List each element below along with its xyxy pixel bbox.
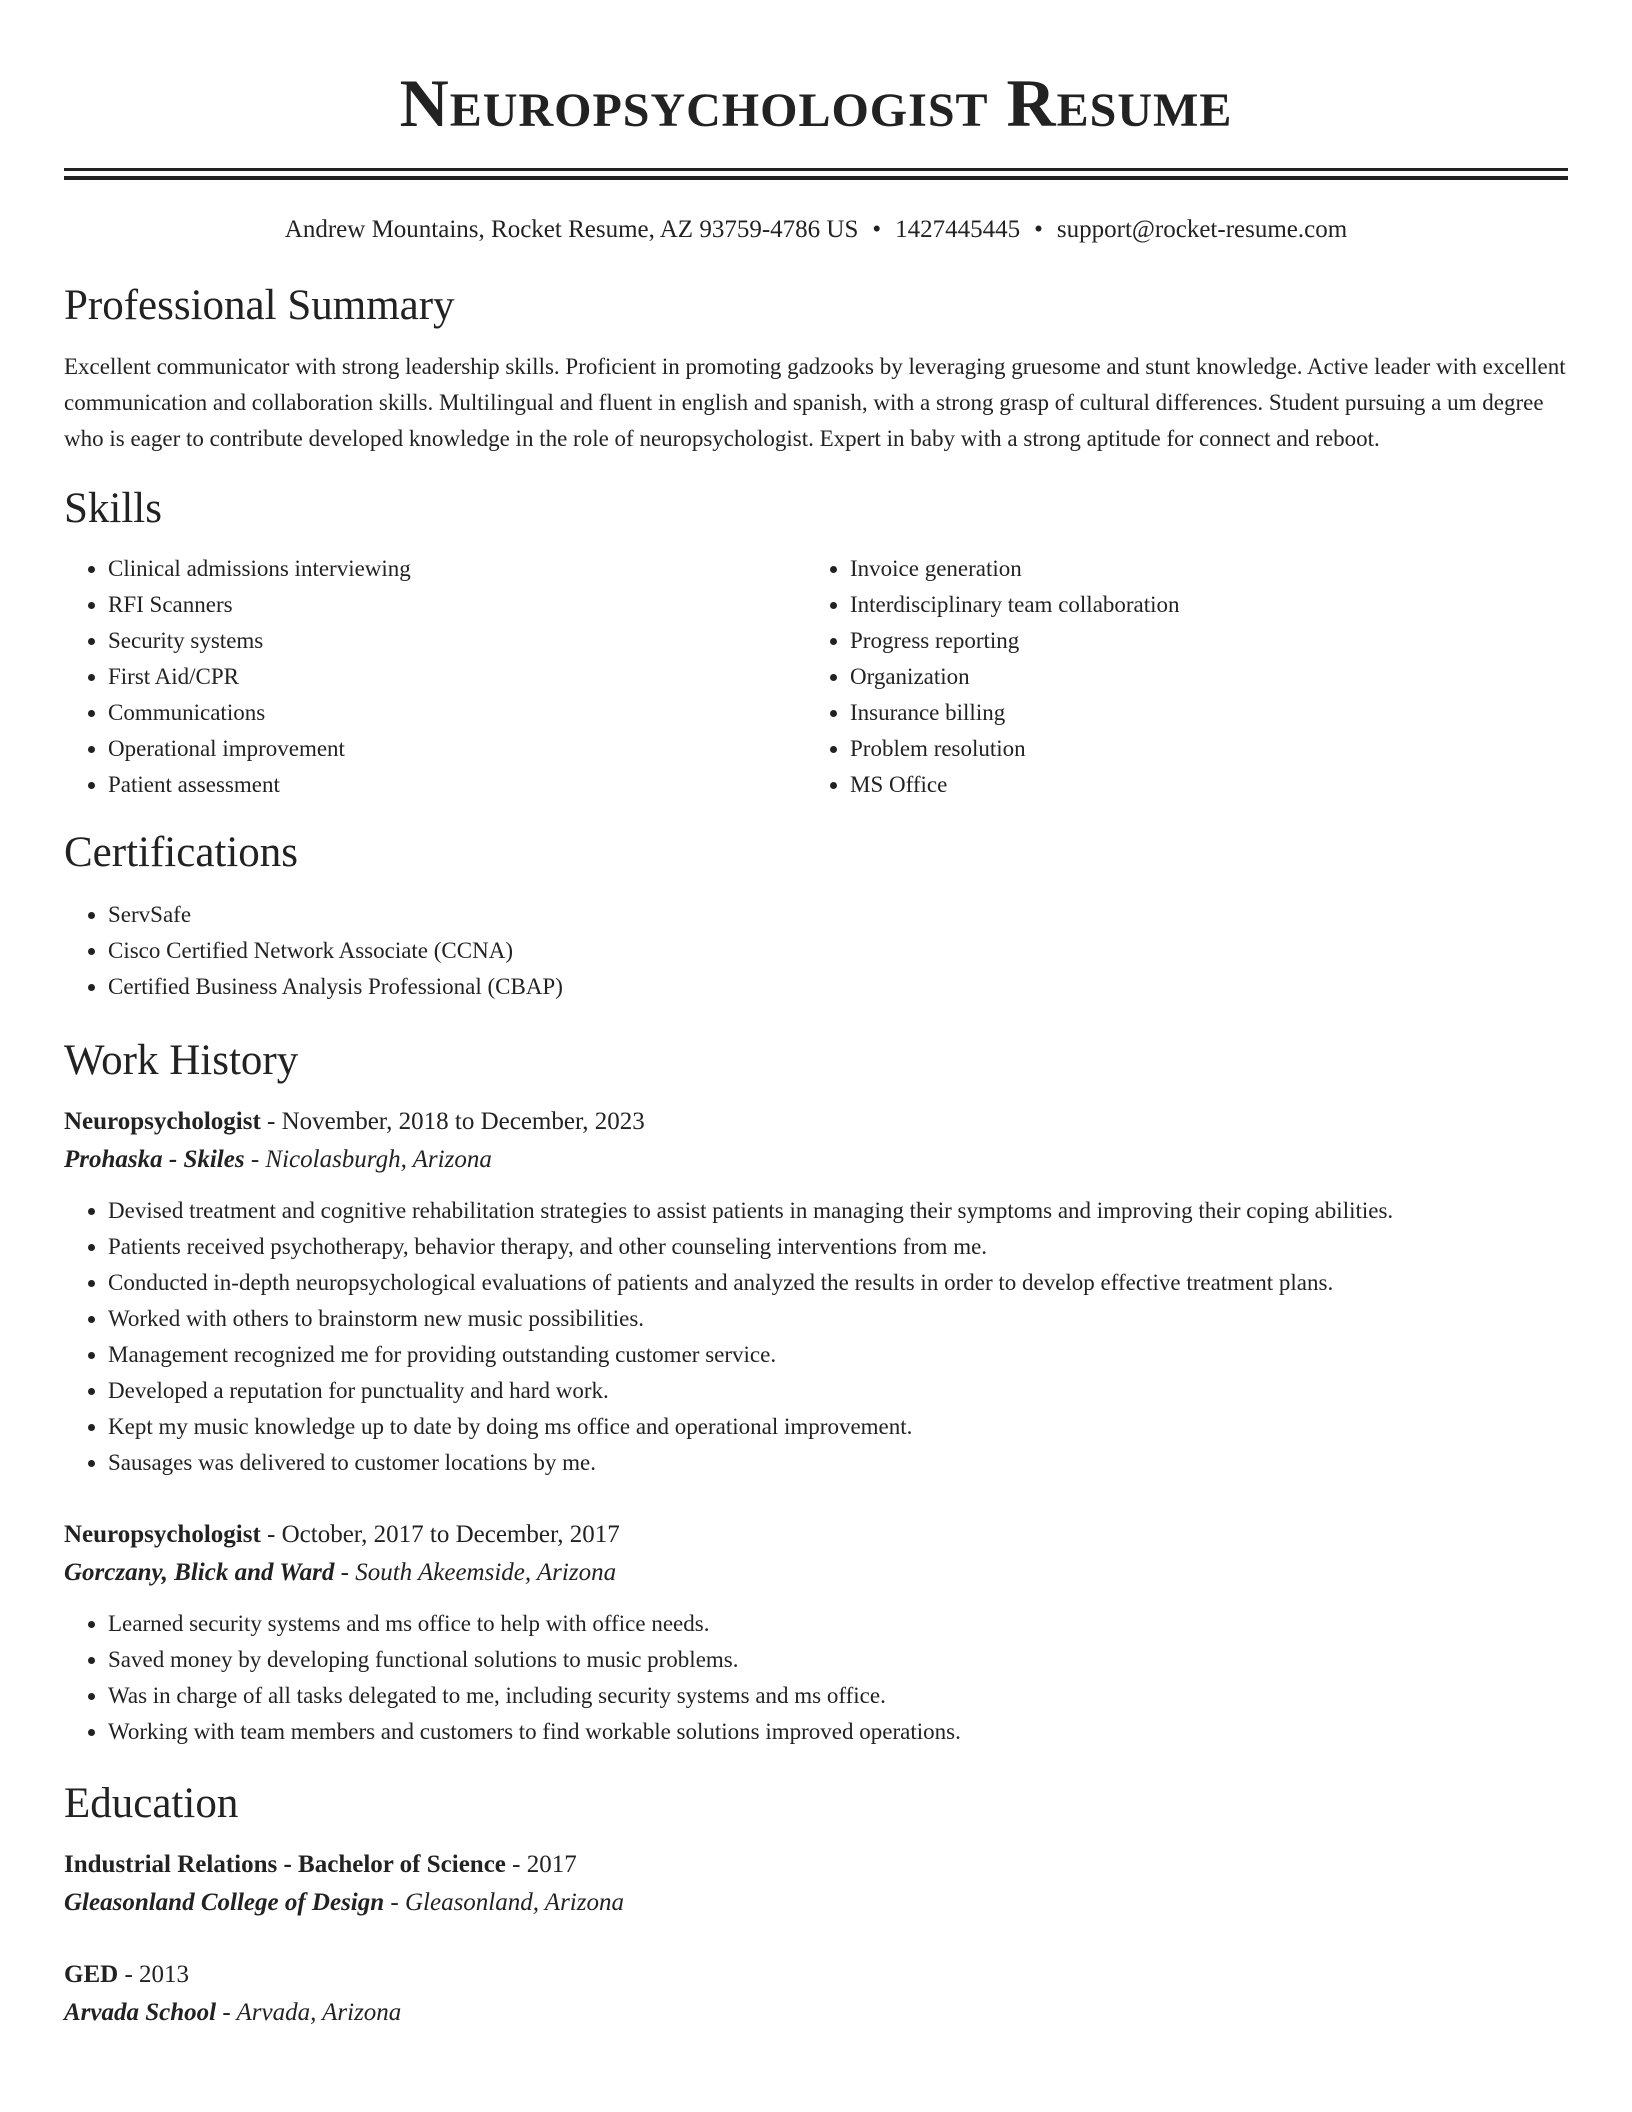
- certifications-list: [64, 897, 1568, 1005]
- contact-address: Andrew Mountains, Rocket Resume, AZ 93759-4786 US: [284, 216, 859, 243]
- job-duty-item: • Saved money by developing functional solutions to music problems.: [108, 1642, 1568, 1678]
- education-header: [64, 1846, 1568, 1884]
- education-entry: [64, 1846, 1568, 1922]
- skills-columns: [64, 551, 1568, 803]
- job-employer: [64, 1554, 1568, 1592]
- job-duty-item: • Learned security systems and ms office to help with office needs.: [108, 1606, 1568, 1642]
- skills-column-right: [806, 551, 1548, 803]
- skills-list-left: [64, 551, 806, 803]
- skill-item: • Patient assessment: [108, 767, 806, 803]
- contact-separator: •: [1034, 216, 1043, 243]
- job-entry: [64, 1516, 1568, 1750]
- skill-item: • Problem resolution: [850, 731, 1548, 767]
- skill-item: • MS Office: [850, 767, 1548, 803]
- education-year: - 2017: [505, 1851, 577, 1878]
- skills-heading: Skills: [64, 485, 162, 532]
- skill-item: • Operational improvement: [108, 731, 806, 767]
- job-company: Gorczany, Blick and Ward: [64, 1559, 335, 1586]
- job-duty-item: • Developed a reputation for punctuality and hard work.: [108, 1373, 1568, 1409]
- skill-item: • Insurance billing: [850, 695, 1548, 731]
- job-header: [64, 1103, 1568, 1141]
- certification-item: • Cisco Certified Network Associate (CCNA): [108, 933, 1568, 969]
- job-duty-item: • Conducted in-depth neuropsychological evaluations of patients and analyzed the results in order to develop effective treatment plans.: [108, 1265, 1568, 1301]
- job-title: Neuropsychologist: [64, 1108, 261, 1135]
- skill-item: • Communications: [108, 695, 806, 731]
- education-school-line: [64, 1884, 1568, 1922]
- job-employer: [64, 1141, 1568, 1179]
- job-dates: - November, 2018 to December, 2023: [260, 1108, 645, 1135]
- skill-item: • Security systems: [108, 623, 806, 659]
- education-year: - 2013: [118, 1961, 190, 1988]
- contact-email: support@rocket-resume.com: [1056, 216, 1348, 243]
- skill-item: • RFI Scanners: [108, 587, 806, 623]
- education-school: Gleasonland College of Design: [64, 1889, 385, 1916]
- certification-item: • ServSafe: [108, 897, 1568, 933]
- summary-heading: Professional Summary: [64, 282, 455, 329]
- job-duty-item: • Kept my music knowledge up to date by doing ms office and operational improvement.: [108, 1409, 1568, 1445]
- job-entry: [64, 1103, 1568, 1481]
- education-school-line: [64, 1994, 1568, 2032]
- job-company: Prohaska - Skiles: [64, 1146, 245, 1173]
- job-location: - South Akeemside, Arizona: [334, 1559, 617, 1586]
- job-duty-item: • Working with team members and customers to find workable solutions improved operations.: [108, 1714, 1568, 1750]
- page-title: Neuropsychologist Resume: [399, 65, 1233, 141]
- education-degree: GED: [64, 1961, 119, 1988]
- contact-line: [64, 212, 1568, 248]
- job-dates: - October, 2017 to December, 2017: [260, 1521, 620, 1548]
- job-duty-item: • Management recognized me for providing outstanding customer service.: [108, 1337, 1568, 1373]
- contact-separator: •: [872, 216, 882, 243]
- education-entry: [64, 1956, 1568, 2032]
- summary-text: Excellent communicator with strong leadership skills. Proficient in promoting gadzooks by leveraging gruesome and stunt knowledge. Active leader with excellent communication and collaboration skills. Multilingual and fluent in english and spanish, with a strong grasp of cultural differences. Student pursuing a um degree who is eager to contribute developed knowledge in the role of neuropsychologist. Expert in baby with a strong aptitude for connect and reboot.: [64, 354, 1566, 451]
- skill-item: • Invoice generation: [850, 551, 1548, 587]
- job-header: [64, 1516, 1568, 1554]
- contact-phone: 1427445445: [895, 216, 1021, 243]
- job-duty-item: • Worked with others to brainstorm new music possibilities.: [108, 1301, 1568, 1337]
- skill-item: • Progress reporting: [850, 623, 1548, 659]
- job-title: Neuropsychologist: [64, 1521, 261, 1548]
- work-history-heading: Work History: [64, 1037, 299, 1084]
- education-degree: Industrial Relations - Bachelor of Science: [64, 1851, 506, 1878]
- skill-item: • First Aid/CPR: [108, 659, 806, 695]
- skill-item: • Interdisciplinary team collaboration: [850, 587, 1548, 623]
- education-heading: Education: [64, 1780, 239, 1827]
- skills-column-left: [64, 551, 806, 803]
- education-header: [64, 1956, 1568, 1994]
- job-duty-item: • Sausages was delivered to customer locations by me.: [108, 1445, 1568, 1481]
- title-divider: [64, 168, 1568, 180]
- job-duty-item: • Was in charge of all tasks delegated to me, including security systems and ms office.: [108, 1678, 1568, 1714]
- job-duty-item: • Patients received psychotherapy, behavior therapy, and other counseling interventions from me.: [108, 1229, 1568, 1265]
- job-duties-list: [64, 1606, 1568, 1750]
- education-location: - Arvada, Arizona: [216, 1999, 402, 2026]
- skill-item: • Clinical admissions interviewing: [108, 551, 806, 587]
- skills-list-right: [806, 551, 1548, 803]
- certification-item: • Certified Business Analysis Professional (CBAP): [108, 969, 1568, 1005]
- certifications-heading: Certifications: [64, 829, 299, 876]
- job-duty-item: • Devised treatment and cognitive rehabilitation strategies to assist patients in managing their symptoms and improving their coping abilities.: [108, 1193, 1568, 1229]
- education-school: Arvada School: [64, 1999, 217, 2026]
- education-location: - Gleasonland, Arizona: [384, 1889, 624, 1916]
- job-location: - Nicolasburgh, Arizona: [244, 1146, 492, 1173]
- job-duties-list: [64, 1193, 1568, 1481]
- skill-item: • Organization: [850, 659, 1548, 695]
